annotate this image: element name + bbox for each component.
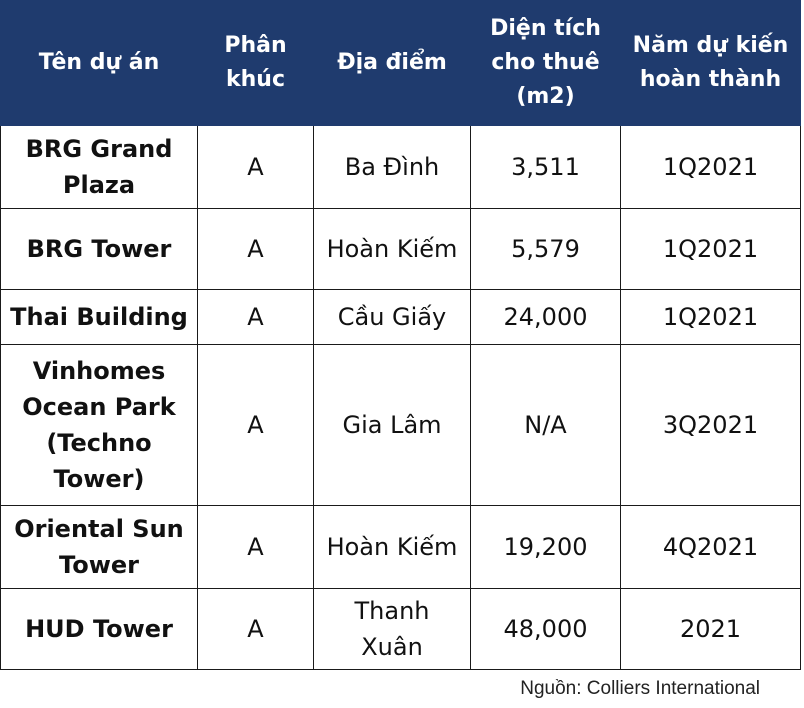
segment-cell: A	[198, 290, 314, 345]
table-row	[1, 345, 801, 506]
segment-cell: A	[198, 345, 314, 506]
header-leasable-area: Diện tích cho thuê (m2)	[471, 1, 621, 126]
location-cell: Gia Lâm	[314, 345, 471, 506]
segment-cell: A	[198, 126, 314, 209]
header-segment: Phân khúc	[198, 1, 314, 126]
header-location: Địa điểm	[314, 1, 471, 126]
header-completion-year: Năm dự kiến hoàn thành	[621, 1, 801, 126]
project-name-cell: Vinhomes Ocean Park (Techno Tower)	[1, 345, 198, 506]
area-cell: 19,200	[471, 506, 621, 589]
project-name-cell: BRG Tower	[1, 209, 198, 290]
project-name-cell: HUD Tower	[1, 589, 198, 670]
table-row	[1, 506, 801, 589]
segment-cell: A	[198, 209, 314, 290]
area-cell: N/A	[471, 345, 621, 506]
project-name-cell: Thai Building	[1, 290, 198, 345]
year-cell: 1Q2021	[621, 209, 801, 290]
table-row	[1, 126, 801, 209]
segment-cell: A	[198, 506, 314, 589]
location-cell: Ba Đình	[314, 126, 471, 209]
location-cell: Thanh Xuân	[314, 589, 471, 670]
area-cell: 3,511	[471, 126, 621, 209]
header-project-name: Tên dự án	[1, 1, 198, 126]
year-cell: 1Q2021	[621, 126, 801, 209]
location-cell: Hoàn Kiếm	[314, 209, 471, 290]
project-name-cell: Oriental Sun Tower	[1, 506, 198, 589]
project-name-cell: BRG Grand Plaza	[1, 126, 198, 209]
source-note: Nguồn: Colliers International	[520, 678, 760, 699]
table-header-row	[1, 1, 801, 126]
table-row	[1, 589, 801, 670]
location-cell: Hoàn Kiếm	[314, 506, 471, 589]
table-row	[1, 209, 801, 290]
area-cell: 5,579	[471, 209, 621, 290]
location-cell: Cầu Giấy	[314, 290, 471, 345]
area-cell: 48,000	[471, 589, 621, 670]
area-cell: 24,000	[471, 290, 621, 345]
year-cell: 2021	[621, 589, 801, 670]
table-row	[1, 290, 801, 345]
year-cell: 4Q2021	[621, 506, 801, 589]
segment-cell: A	[198, 589, 314, 670]
year-cell: 3Q2021	[621, 345, 801, 506]
year-cell: 1Q2021	[621, 290, 801, 345]
